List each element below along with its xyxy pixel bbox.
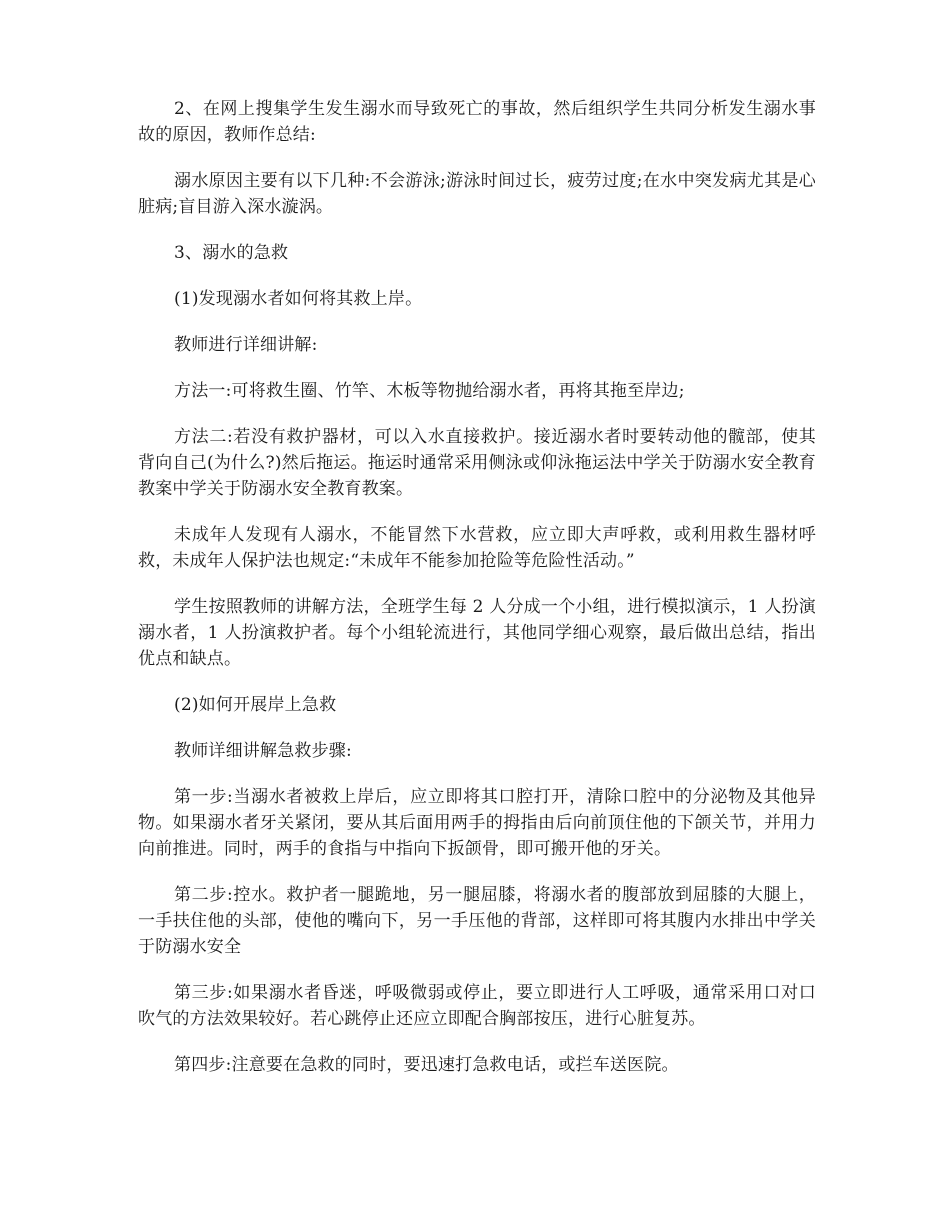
subsection-heading-shore-first-aid: (2)如何开展岸上急救 — [174, 695, 337, 715]
paragraph-step-three: 第三步:如果溺水者昏迷，呼吸微弱或停止，要立即进行人工呼吸，通常采用口对口吹气的方法效果较好。若心跳停止还应立即配合胸部按压，进行心脏复苏。 — [138, 983, 816, 1029]
paragraph-step-one: 第一步:当溺水者被救上岸后，应立即将其口腔打开，清除口腔中的分泌物及其他异物。如果溺水者牙关紧闭，要从其后面用两手的拇指由后向前顶住他的下颌关节，并用力向前推进。同时，两手的食指与中指向下扳颌骨，即可搬开他的牙关。 — [138, 787, 816, 859]
paragraph-drowning-case-study: 2、在网上搜集学生发生溺水而导致死亡的事故，然后组织学生共同分析发生溺水事故的原因，教师作总结: — [138, 99, 816, 145]
paragraph-minors-warning: 未成年人发现有人溺水，不能冒然下水营救，应立即大声呼救，或利用救生器材呼救，未成年人保护法也规定:“未成年不能参加抢险等危险性活动。” — [138, 525, 816, 571]
section-heading-first-aid: 3、溺水的急救 — [174, 243, 289, 263]
paragraph-step-four: 第四步:注意要在急救的同时，要迅速打急救电话，或拦车送医院。 — [174, 1055, 679, 1075]
subsection-heading-rescue-ashore: (1)发现溺水者如何将其救上岸。 — [174, 289, 423, 309]
paragraph-drowning-causes: 溺水原因主要有以下几种:不会游泳;游泳时间过长，疲劳过度;在水中突发病尤其是心脏病;盲目游入深水漩涡。 — [138, 171, 816, 217]
paragraph-teacher-explains: 教师进行详细讲解: — [174, 335, 318, 355]
paragraph-first-aid-steps-intro: 教师详细讲解急救步骤: — [174, 741, 352, 761]
document-body — [138, 96, 816, 1098]
paragraph-method-two: 方法二:若没有救护器材，可以入水直接救护。接近溺水者时要转动他的髋部，使其背向自己(为什么?)然后拖运。拖运时通常采用侧泳或仰泳拖运法中学关于防溺水安全教育教案中学关于防溺水安全教育教案。 — [138, 427, 816, 499]
paragraph-step-two: 第二步:控水。救护者一腿跪地，另一腿屈膝，将溺水者的腹部放到屈膝的大腿上，一手扶住他的头部，使他的嘴向下，另一手压他的背部，这样即可将其腹内水排出中学关于防溺水安全 — [138, 885, 816, 957]
paragraph-student-practice: 学生按照教师的讲解方法，全班学生每 2 人分成一个小组，进行模拟演示，1 人扮演溺水者，1 人扮演救护者。每个小组轮流进行，其他同学细心观察，最后做出总结，指出优点和缺点。 — [138, 597, 816, 669]
paragraph-method-one: 方法一:可将救生圈、竹竿、木板等物抛给溺水者，再将其拖至岸边; — [174, 381, 685, 401]
